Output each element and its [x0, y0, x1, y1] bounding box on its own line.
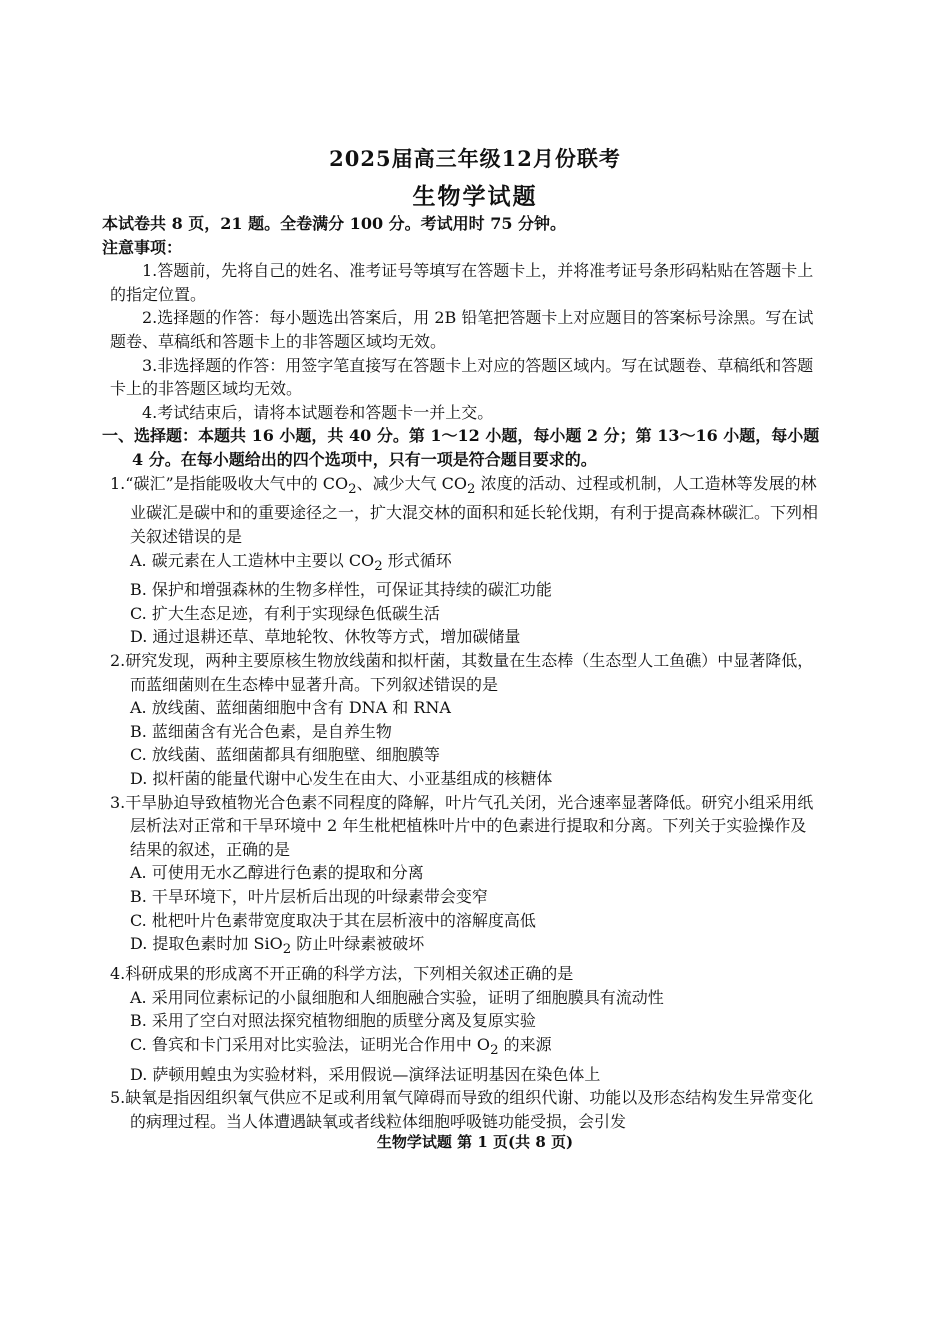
question-5-stem: 5.缺氧是指因组织氧气供应不足或利用氧气障碍而导致的组织代谢、功能以及形态结构发生异常变化的病理过程。当人体遭遇缺氧或者线粒体细胞呼吸链功能受损，会引发: [110, 1088, 814, 1131]
notice-item: 2.选择题的作答：每小题选出答案后，用 2B 铅笔把答题卡上对应题目的答案标号涂黑。写在试题卷、草稿纸和答题卡上的非答题区域均无效。: [110, 308, 814, 351]
notice-item: 3.非选择题的作答：用签字笔直接写在答题卡上对应的答题区域内。写在试题卷、草稿纸和答题卡上的非答题区域均无效。: [110, 355, 814, 399]
exam-title: 2025届高三年级12月份联考: [329, 146, 621, 171]
question-1-option-a: A. 碳元素在人工造林中主要以 $CO_2$ 形式循环: [130, 550, 452, 574]
question-1-option-d: D. 通过退耕还草、草地轮牧、休牧等方式，增加碳储量: [130, 627, 521, 647]
notice-item: 4.考试结束后，请将本试题卷和答题卡一并上交。: [142, 402, 494, 422]
section-heading: 一、选择题：本题共 16 小题，共 40 分。第 1～12 小题，每小题 2 分；第 13～16 小题，每小题 4 分。在每小题给出的四个选项中，只有一项是符合题目要求的。: [102, 426, 820, 469]
notice-heading: 注意事项：: [102, 237, 183, 257]
question-1-stem: 1.“碳汇”是指能吸收大气中的 $CO_2$、减少大气 $CO_2$ 浓度的活动、过程或机制，人工造林等发展的林业碳汇是碳中和的重要途径之一，扩大混交林的面积和延长轮伐期，有利于提高森林碳汇。下列相关叙述错误的是: [110, 473, 819, 546]
question-3-option-d: D. 提取色素时加 SiO$_2$ 防止叶绿素被破坏: [130, 934, 425, 958]
question-2-option-d: D. 拟杆菌的能量代谢中心发生在由大、小亚基组成的核糖体: [130, 769, 553, 789]
question-2-stem: 2.研究发现，两种主要原核生物放线菌和拟杆菌，其数量在生态棒（生态型人工鱼礁）中显著降低，而蓝细菌则在生态棒中显著升高。下列叙述错误的是: [110, 651, 814, 694]
question-4-stem: 4.科研成果的形成离不开正确的科学方法，下列相关叙述正确的是: [110, 963, 574, 983]
page-footer: 生物学试题 第 1 页(共 8 页): [376, 1133, 574, 1151]
question-4-option-d: D. 萨顿用蝗虫为实验材料，采用假说—演绎法证明基因在染色体上: [130, 1064, 601, 1084]
question-3-option-c: C. 枇杷叶片色素带宽度取决于其在层析液中的溶解度高低: [130, 910, 536, 930]
subject-title: 生物学试题: [412, 183, 538, 210]
question-3-option-a: A. 可使用无水乙醇进行色素的提取和分离: [130, 863, 424, 883]
exam-info: 本试卷共 8 页，21 题。全卷满分 100 分。考试用时 75 分钟。: [102, 214, 567, 233]
notice-item: 1.答题前，先将自己的姓名、准考证号等填写在答题卡上，并将准考证号条形码粘贴在答题卡上的指定位置。: [110, 261, 814, 304]
question-4-option-b: B. 采用了空白对照法探究植物细胞的质壁分离及复原实验: [130, 1011, 536, 1031]
question-1-option-b: B. 保护和增强森林的生物多样性，可保证其持续的碳汇功能: [130, 580, 552, 600]
question-3-option-b: B. 干旱环境下，叶片层析后出现的叶绿素带会变窄: [130, 887, 488, 906]
question-3-stem: 3.干旱胁迫导致植物光合色素不同程度的降解，叶片气孔关闭，光合速率显著降低。研究小组采用纸层析法对正常和干旱环境中 2 年生枇杷植株叶片中的色素进行提取和分离。下列关于实验操作及结果的叙述，正确的是: [110, 792, 814, 859]
question-4-option-a: A. 采用同位素标记的小鼠细胞和人细胞融合实验，证明了细胞膜具有流动性: [130, 987, 664, 1007]
exam-body: [102, 212, 820, 1133]
question-1-option-c: C. 扩大生态足迹，有利于实现绿色低碳生活: [130, 603, 440, 623]
question-2-option-b: B. 蓝细菌含有光合色素，是自养生物: [130, 721, 392, 741]
question-4-option-c: C. 鲁宾和卡门采用对比实验法，证明光合作用中 $O_2$ 的来源: [130, 1034, 552, 1058]
question-2-option-a: A. 放线菌、蓝细菌细胞中含有 DNA 和 RNA: [130, 698, 451, 718]
question-2-option-c: C. 放线菌、蓝细菌都具有细胞壁、细胞膜等: [130, 745, 440, 765]
